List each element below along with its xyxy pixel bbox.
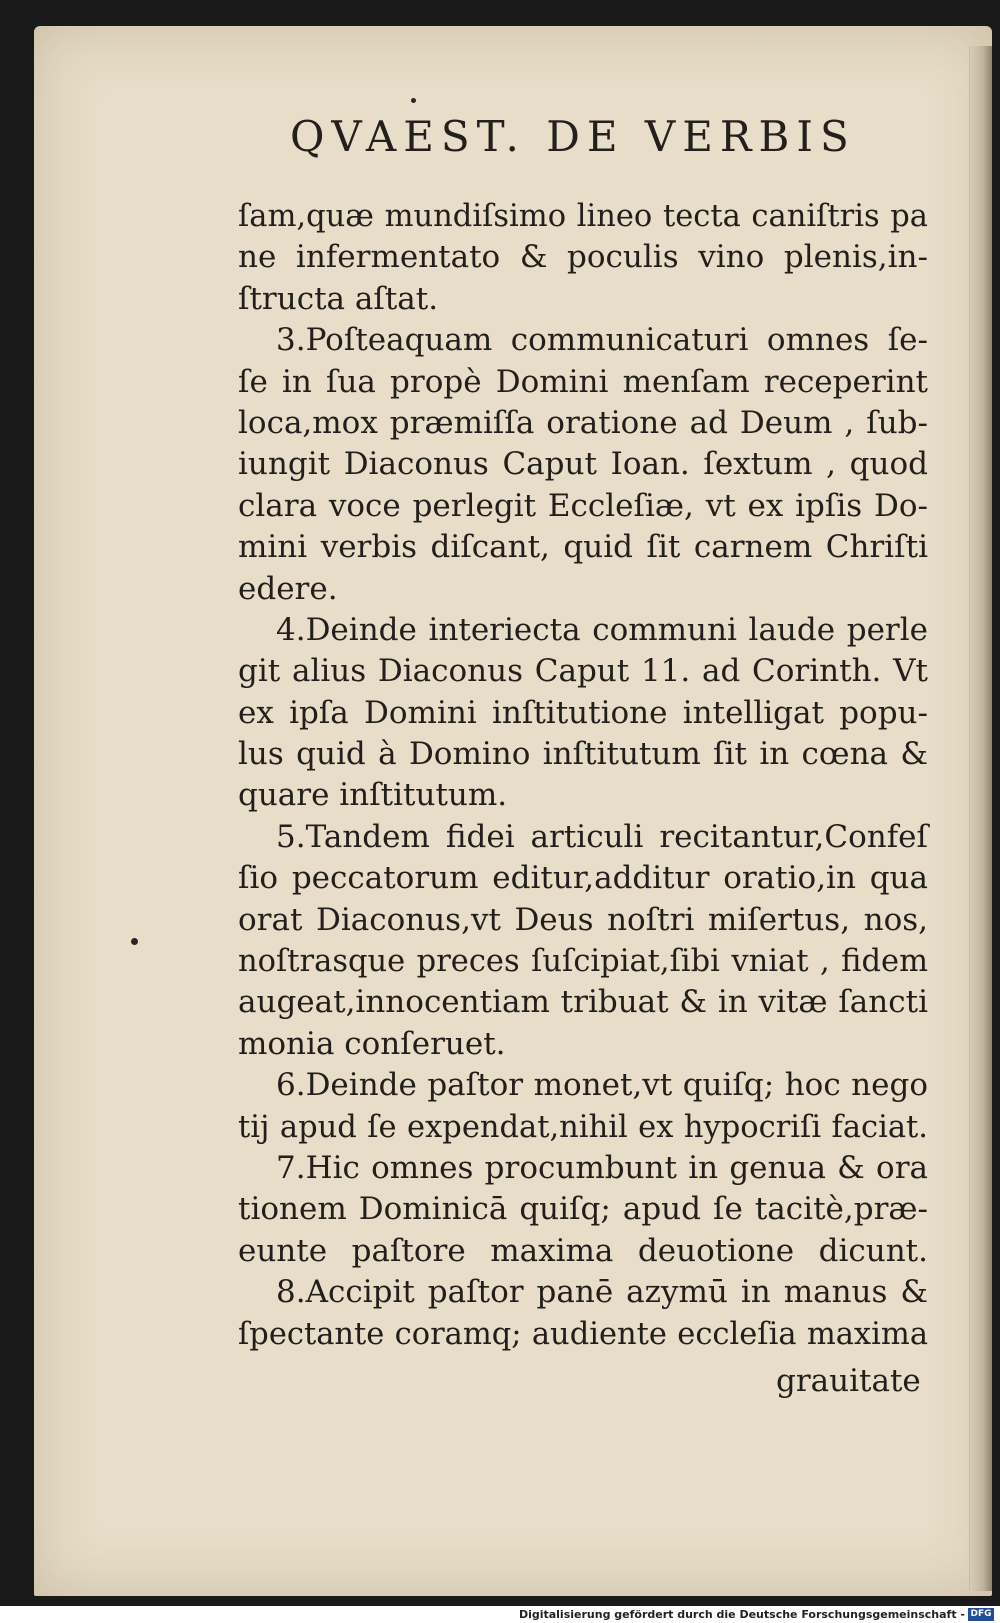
text-line: clara voce perlegit Eccleſiæ, vt ex ipſis Do-	[238, 487, 928, 524]
text-line: 8.Accipit paſtor panē azymū in manus &	[276, 1274, 928, 1311]
text-line: tionem Dominicā quiſq; apud ſe tacitè,præ-	[238, 1191, 928, 1228]
ink-speck	[131, 938, 138, 945]
text-line: loca,mox præmiſſa oratione ad Deum , ſub-	[238, 404, 928, 441]
text-line: 4.Deinde interiecta communi laude perle	[276, 611, 928, 648]
text-line: ſam,quæ mundiſsimo lineo tecta caniſtris pa	[238, 199, 928, 234]
text-line: noſtrasque preces ſuſcipiat,ſibi vniat , fidem	[238, 944, 928, 980]
ink-speck	[411, 98, 416, 103]
dfg-logo: DFG	[968, 1608, 994, 1621]
text-line: eunte paſtore maxima deuotione dicunt.	[238, 1232, 928, 1269]
text-line: ſpectante coramq; audiente eccleſia maxima	[238, 1316, 928, 1352]
text-line: ex ipſa Domini inſtitutione intelligat popu-	[238, 694, 928, 731]
text-line: iungit Diaconus Caput Ioan. ſextum , quod	[238, 446, 928, 483]
text-line: orat Diaconus,vt Deus noſtri miſertus, nos,	[238, 901, 928, 938]
text-line: 3.Poſteaquam communicaturi omnes ſe-	[276, 322, 928, 359]
catchword: grauitate	[776, 1363, 921, 1399]
text-line: git alius Diaconus Caput 11. ad Corinth. Vt	[238, 653, 928, 690]
text-line: quare inſtitutum.	[238, 777, 508, 814]
page-edge	[969, 46, 992, 1591]
text-line: edere.	[238, 570, 338, 607]
text-line: monia conſeruet.	[238, 1025, 506, 1062]
body-text	[238, 196, 928, 1355]
text-line: 6.Deinde paſtor monet,vt quiſq; hoc nego	[276, 1067, 928, 1104]
text-line: ſtructa aſtat.	[238, 280, 439, 317]
text-line: ſio peccatorum editur,additur oratio,in qua	[238, 860, 928, 897]
text-line: tij apud ſe expendat,nihil ex hypocriſi faciat.	[238, 1109, 928, 1145]
text-line: ne infermentato & poculis vino plenis,in-	[238, 239, 928, 276]
text-line: ſe in ſua propè Domini menſam receperint	[238, 363, 928, 400]
text-line: 7.Hic omnes procumbunt in genua & ora	[276, 1149, 928, 1186]
footer-bar	[0, 1606, 1000, 1623]
running-header: QVAEST. DE VERBIS	[290, 112, 856, 161]
text-line: augeat,innocentiam tribuat & in vitæ ſancti	[238, 984, 928, 1021]
text-line: lus quid à Domino inſtitutum ſit in cœna &	[238, 736, 928, 773]
text-line: 5.Tandem fidei articuli recitantur,Confeſ	[276, 818, 928, 855]
text-line: mini verbis diſcant, quid ſit carnem Chriſti	[238, 529, 928, 566]
funding-notice: Digitalisierung gefördert durch die Deutsche Forschungsgemeinschaft -	[518, 1607, 965, 1621]
